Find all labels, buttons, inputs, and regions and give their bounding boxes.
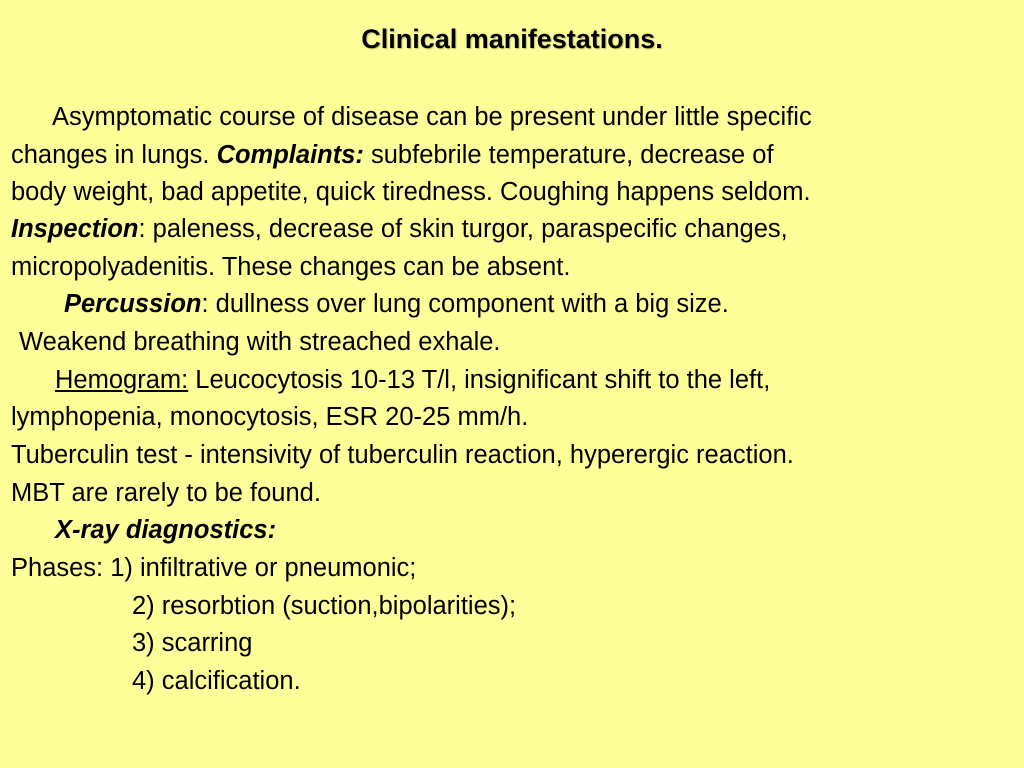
para1-line-2 — [11, 140, 774, 170]
xray-label: X-ray diagnostics: — [55, 516, 277, 544]
phases-label: Phases: — [11, 554, 111, 582]
phases-line-1 — [11, 553, 416, 583]
para1-text-2-post: subfebrile temperature, decrease of — [363, 141, 774, 169]
percussion-line — [64, 289, 729, 319]
tuberculin-line-2 — [11, 478, 321, 508]
hemogram-text: Leucocytosis 10-13 T/l, insignificant shift to the left, — [188, 366, 771, 394]
complaints-label: Complaints: — [216, 141, 364, 169]
para1-text-5: micropolyadenitis. These changes can be absent. — [11, 253, 571, 281]
breathing-line — [19, 327, 501, 357]
phase-item-4: 4) calcification. — [132, 667, 301, 695]
hemogram-text-2: lymphopenia, monocytosis, ESR 20-25 mm/h. — [11, 403, 529, 431]
inspection-label: Inspection — [11, 215, 139, 243]
phase-item-2: 2) resorbtion (suction,bipolarities); — [132, 592, 517, 620]
tuberculin-text-1: Tuberculin test - intensivity of tuberculin reaction, hyperergic reaction. — [11, 441, 794, 469]
para1-text-1: Asymptomatic course of disease can be present under little specific — [52, 103, 812, 131]
xray-heading-line — [55, 515, 276, 545]
breathing-text: Weakend breathing with streached exhale. — [19, 328, 501, 356]
percussion-label: Percussion — [64, 290, 202, 318]
phase-item-1: 1) infiltrative or pneumonic; — [110, 554, 417, 582]
phases-line-3 — [132, 628, 252, 658]
para1-text-2-pre: changes in lungs. — [11, 141, 217, 169]
tuberculin-text-2: MBT are rarely to be found. — [11, 479, 321, 507]
percussion-text: : dullness over lung component with a big size. — [201, 290, 729, 318]
tuberculin-line-1 — [11, 440, 794, 470]
para1-line-1 — [52, 102, 812, 132]
phases-line-2 — [132, 591, 516, 621]
para1-line-3 — [11, 177, 811, 207]
hemogram-line-1 — [55, 365, 770, 395]
phases-line-4 — [132, 666, 301, 696]
slide-title: Clinical manifestations. — [361, 24, 663, 54]
para1-line-4 — [11, 214, 788, 244]
phase-item-3: 3) scarring — [132, 629, 253, 657]
hemogram-label: Hemogram: — [55, 366, 189, 394]
para1-text-3: body weight, bad appetite, quick tiredness. Coughing happens seldom. — [11, 178, 811, 206]
para1-text-4-post: : paleness, decrease of skin turgor, paraspecific changes, — [138, 215, 788, 243]
para1-line-5 — [11, 252, 570, 282]
hemogram-line-2 — [11, 402, 528, 432]
